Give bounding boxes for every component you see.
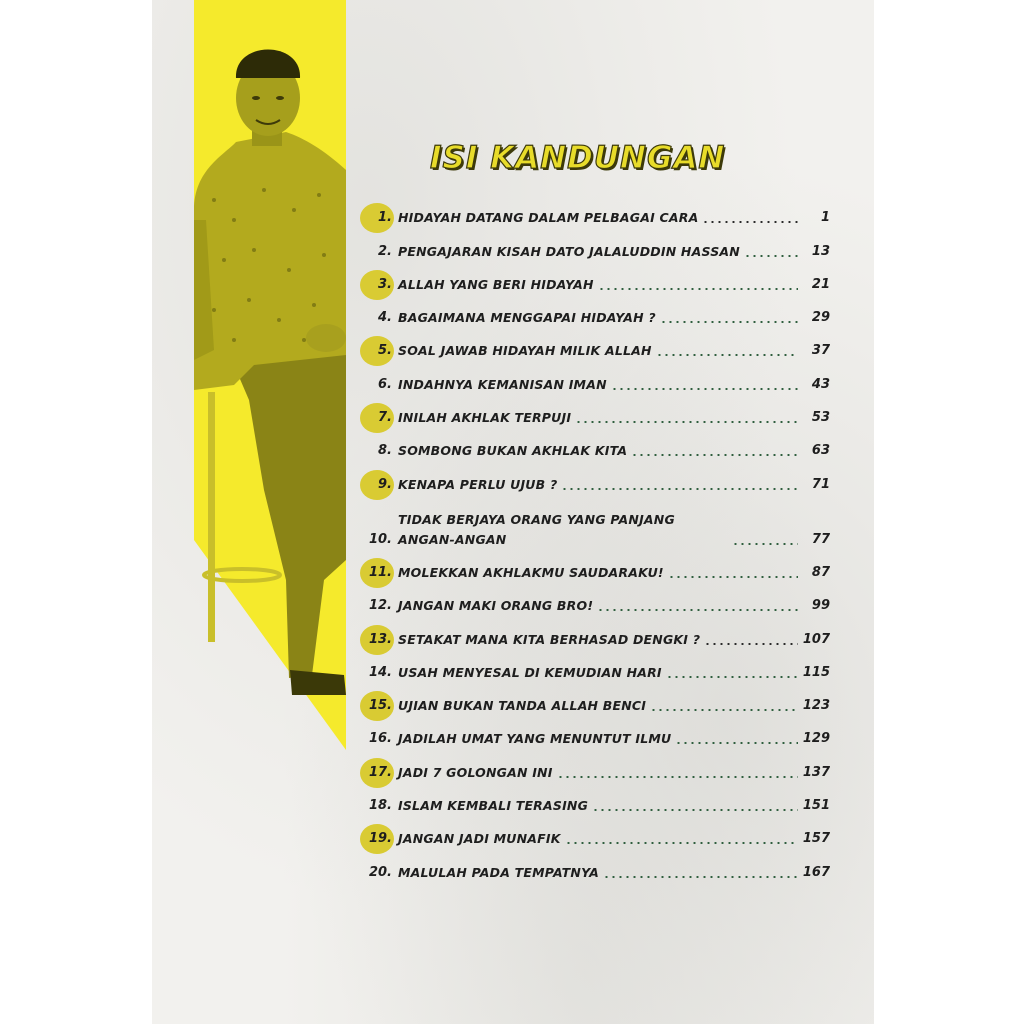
page-number: 13 (811, 243, 830, 259)
toc-entry (360, 195, 830, 228)
chapter-number: 16. (368, 731, 392, 747)
chapter-number: 12. (368, 598, 392, 614)
chapter-number: 1. (378, 210, 392, 226)
toc-entry (360, 849, 830, 882)
toc-entry-body (398, 563, 802, 583)
page-number: 21 (811, 276, 830, 292)
toc-entry-body (398, 275, 802, 295)
chapter-number: 6. (378, 376, 392, 392)
page-number: 107 (802, 631, 830, 647)
toc-entry (360, 683, 830, 716)
toc-entry (360, 650, 830, 683)
chapter-title: JANGAN JADI MUNAFIK (398, 831, 561, 847)
chapter-number: 7. (378, 410, 392, 426)
page-number: 115 (802, 664, 830, 680)
chapter-title: INILAH AKHLAK TERPUJI (398, 410, 572, 426)
page-number: 137 (802, 764, 830, 780)
page-title: ISI KANDUNGAN (430, 140, 726, 176)
toc-entry (360, 428, 830, 461)
toc-entry-body (398, 630, 802, 650)
page-number: 43 (811, 376, 830, 392)
chapter-title: INDAHNYA KEMANISAN IMAN (398, 376, 607, 392)
chapter-title: JADILAH UMAT YANG MENUNTUT ILMU (398, 731, 672, 747)
dot-leader (666, 676, 798, 678)
chapter-title: JADI 7 GOLONGAN INI (398, 764, 553, 780)
dot-leader (650, 709, 798, 711)
toc-entry (360, 716, 830, 749)
chapter-title: SOMBONG BUKAN AKHLAK KITA (398, 443, 628, 459)
dot-leader (575, 421, 798, 423)
chapter-number: 11. (368, 564, 392, 580)
toc-entry (360, 616, 830, 649)
page-number: 151 (802, 798, 830, 814)
page-number: 123 (802, 698, 830, 714)
toc-entry-body (398, 863, 802, 883)
toc-entry-body (398, 796, 802, 816)
toc-entry (360, 295, 830, 328)
toc-entry-body (398, 696, 802, 716)
page-number: 99 (811, 598, 830, 614)
page-number: 29 (811, 310, 830, 326)
chapter-title: SETAKAT MANA KITA BERHASAD DENGKI ? (398, 631, 701, 647)
toc-entry (360, 461, 830, 494)
dot-leader (656, 354, 798, 356)
dot-leader (631, 454, 798, 456)
table-of-contents (360, 195, 830, 883)
toc-entry (360, 262, 830, 295)
toc-entry-body (398, 475, 802, 495)
toc-entry-body (398, 308, 802, 328)
author-photo (194, 20, 346, 710)
dot-leader (611, 388, 798, 390)
dot-leader (668, 576, 798, 578)
dot-leader (704, 643, 798, 645)
dot-leader (732, 543, 798, 545)
page-number: 37 (811, 343, 830, 359)
dot-leader (603, 876, 798, 878)
toc-entry (360, 550, 830, 583)
toc-entry-body (398, 763, 802, 783)
toc-entry-body (398, 829, 802, 849)
chapter-number: 14. (368, 664, 392, 680)
toc-entry-body (398, 510, 802, 550)
dot-leader (565, 842, 798, 844)
chapter-number: 20. (368, 864, 392, 880)
dot-leader (660, 321, 798, 323)
dot-leader (561, 488, 798, 490)
chapter-number: 3. (378, 276, 392, 292)
toc-entry (360, 816, 830, 849)
toc-entry (360, 583, 830, 616)
toc-entry-body (398, 663, 802, 683)
toc-entry-body (398, 596, 802, 616)
chapter-number: 4. (378, 310, 392, 326)
chapter-title: USAH MENYESAL DI KEMUDIAN HARI (398, 664, 662, 680)
toc-entry (360, 395, 830, 428)
chapter-number: 2. (378, 243, 392, 259)
chapter-title: JANGAN MAKI ORANG BRO! (398, 598, 594, 614)
dot-leader (702, 221, 798, 223)
chapter-number: 19. (368, 831, 392, 847)
toc-entry-body (398, 729, 802, 749)
chapter-number: 17. (368, 764, 392, 780)
chapter-title: SOAL JAWAB HIDAYAH MILIK ALLAH (398, 343, 652, 359)
chapter-number: 10. (368, 531, 392, 547)
page-number: 167 (802, 864, 830, 880)
toc-entry-body (398, 341, 802, 361)
page-number: 77 (811, 531, 830, 547)
chapter-number: 13. (368, 631, 392, 647)
dot-leader (592, 809, 798, 811)
toc-entry (360, 328, 830, 361)
chapter-title: KENAPA PERLU UJUB ? (398, 476, 558, 492)
toc-entry-body (398, 408, 802, 428)
chapter-title: MALULAH PADA TEMPATNYA (398, 864, 600, 880)
page-number: 71 (811, 476, 830, 492)
chapter-title: MOLEKKAN AKHLAKMU SAUDARAKU! (398, 564, 664, 580)
toc-entry-body (398, 375, 802, 395)
toc-entry (360, 361, 830, 394)
chapter-title: UJIAN BUKAN TANDA ALLAH BENCI (398, 698, 647, 714)
dot-leader (744, 255, 798, 257)
chapter-title: HIDAYAH DATANG DALAM PELBAGAI CARA (398, 210, 699, 226)
toc-entry (360, 228, 830, 261)
page-number: 1 (820, 210, 830, 226)
chapter-number: 18. (368, 798, 392, 814)
dot-leader (557, 776, 798, 778)
dot-leader (598, 288, 798, 290)
chapter-title: TIDAK BERJAYA ORANG YANG PANJANG ANGAN-ANGAN (398, 511, 675, 547)
chapter-title: ISLAM KEMBALI TERASING (398, 798, 589, 814)
toc-entry-body (398, 441, 802, 461)
chapter-title: BAGAIMANA MENGGAPAI HIDAYAH ? (398, 310, 656, 326)
toc-entry (360, 495, 830, 550)
chapter-number: 8. (378, 443, 392, 459)
chapter-title: PENGAJARAN KISAH DATO JALALUDDIN HASSAN (398, 243, 740, 259)
toc-entry (360, 749, 830, 782)
page-number: 87 (811, 564, 830, 580)
toc-entry-body (398, 208, 802, 228)
chapter-number: 5. (378, 343, 392, 359)
chapter-number: 9. (378, 476, 392, 492)
page-number: 63 (811, 443, 830, 459)
chapter-title: ALLAH YANG BERI HIDAYAH (398, 276, 594, 292)
chapter-number: 15. (368, 698, 392, 714)
dot-leader (597, 609, 798, 611)
dot-leader (675, 742, 798, 744)
toc-entry-body (398, 242, 802, 262)
toc-entry (360, 783, 830, 816)
page-number: 129 (802, 731, 830, 747)
page-number: 157 (802, 831, 830, 847)
page-number: 53 (811, 410, 830, 426)
